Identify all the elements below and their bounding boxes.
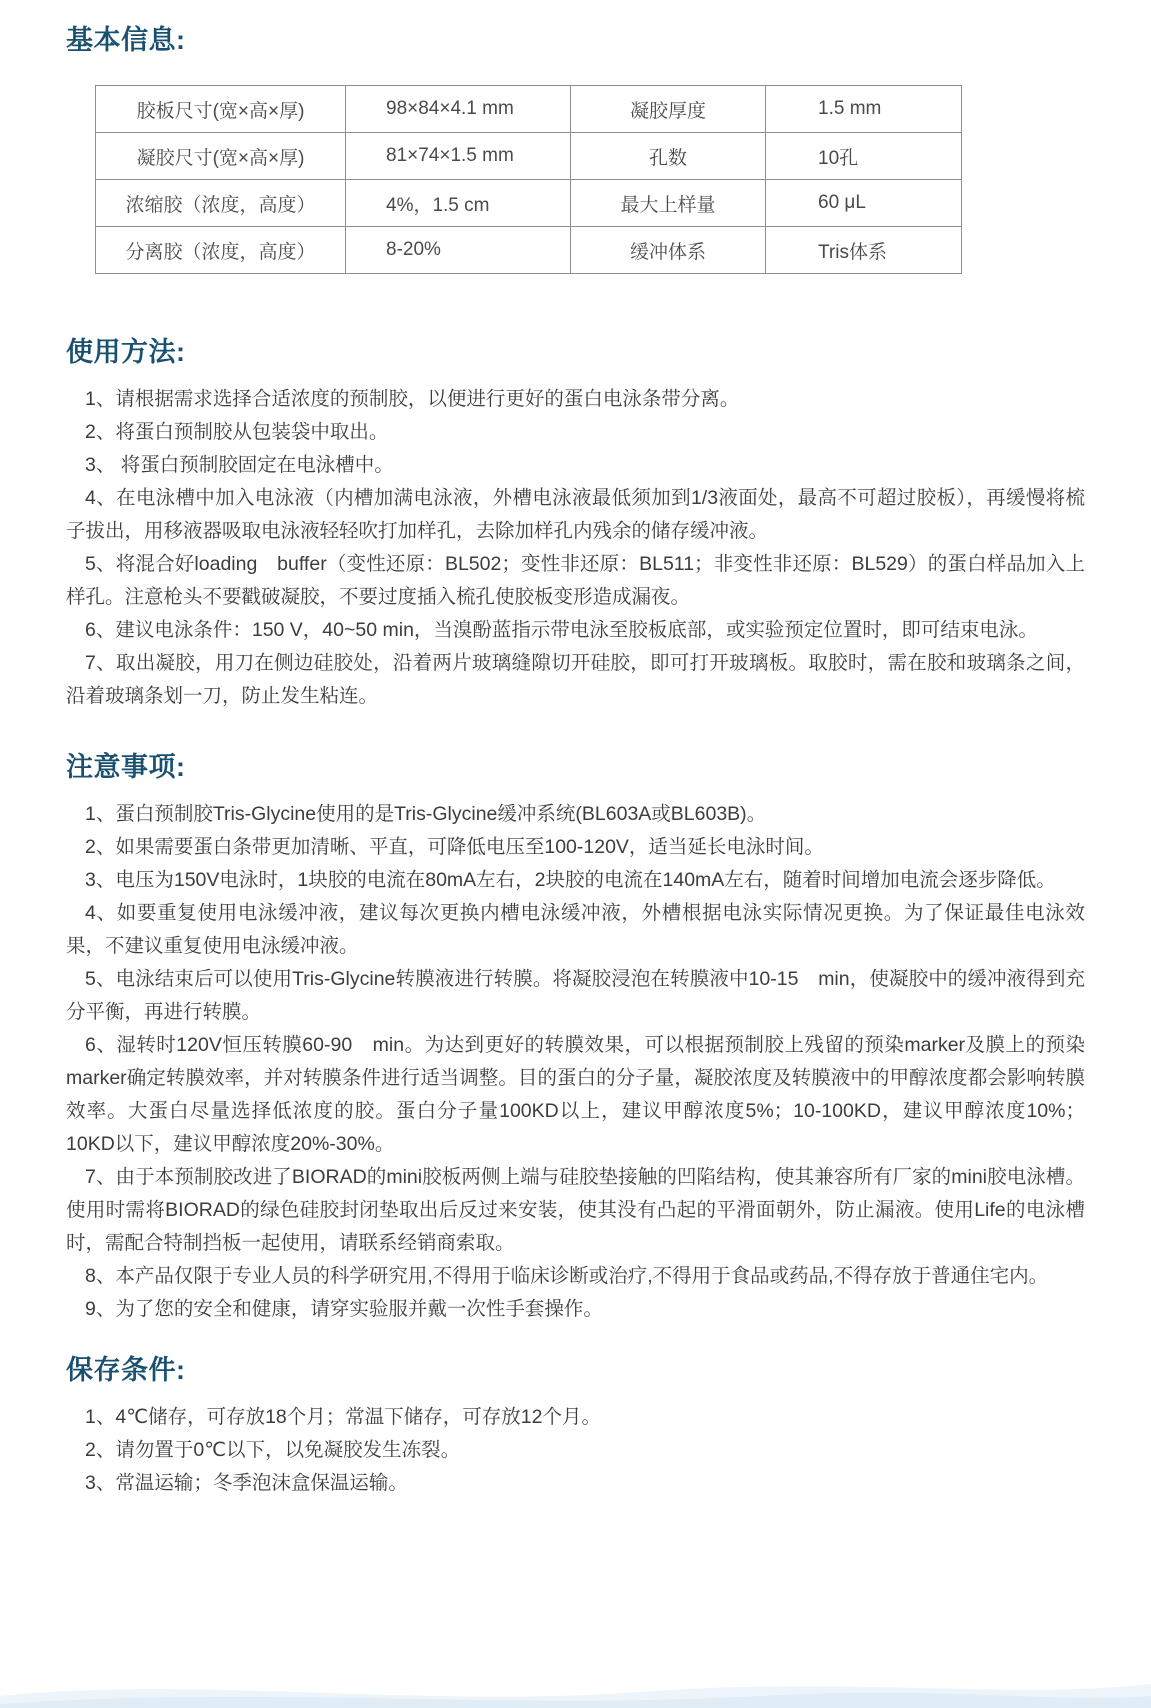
list-item: 3、电压为150V电泳时，1块胶的电流在80mA左右，2块胶的电流在140mA左右，随着时间增加电流会逐步降低。 bbox=[85, 869, 1056, 891]
list-item: 1、蛋白预制胶Tris-Glycine使用的是Tris-Glycine缓冲系统(BL603A或BL603B)。 bbox=[85, 803, 767, 825]
section-notes bbox=[66, 749, 1085, 1326]
table-cell-value: 98×84×4.1 mm bbox=[346, 86, 571, 133]
section-title-usage: 使用方法: bbox=[66, 337, 186, 367]
list-item: 2、将蛋白预制胶从包装袋中取出。 bbox=[85, 421, 389, 443]
table-cell-label: 凝胶尺寸(宽×高×厚) bbox=[96, 133, 346, 180]
basic-info-table bbox=[95, 85, 962, 274]
table-cell-label: 胶板尺寸(宽×高×厚) bbox=[96, 86, 346, 133]
table-row bbox=[96, 86, 962, 133]
list-item: 7、取出凝胶，用刀在侧边硅胶处，沿着两片玻璃缝隙切开硅胶，即可打开玻璃板。取胶时，需在胶和玻璃条之间，沿着玻璃条划一刀，防止发生粘连。 bbox=[66, 652, 1085, 707]
list-item: 5、电泳结束后可以使用Tris-Glycine转膜液进行转膜。将凝胶浸泡在转膜液中10-15 min，使凝胶中的缓冲液得到充分平衡，再进行转膜。 bbox=[66, 968, 1085, 1023]
table-row bbox=[96, 227, 962, 274]
table-cell-label: 孔数 bbox=[571, 133, 766, 180]
table-cell-value: 10孔 bbox=[766, 133, 962, 180]
table-cell-label: 缓冲体系 bbox=[571, 227, 766, 274]
list-item: 3、 将蛋白预制胶固定在电泳槽中。 bbox=[85, 454, 394, 476]
table-cell-label: 分离胶（浓度，高度） bbox=[96, 227, 346, 274]
list-item: 5、将混合好loading buffer（变性还原：BL502；变性非还原：BL511；非变性非还原：BL529）的蛋白样品加入上样孔。注意枪头不要戳破凝胶，不要过度插入梳孔使胶板变形造成漏夜。 bbox=[66, 553, 1085, 608]
list-item: 1、请根据需求选择合适浓度的预制胶，以便进行更好的蛋白电泳条带分离。 bbox=[85, 388, 740, 410]
list-item: 9、为了您的安全和健康，请穿实验服并戴一次性手套操作。 bbox=[85, 1298, 603, 1320]
table-cell-label: 浓缩胶（浓度，高度） bbox=[96, 180, 346, 227]
table-row bbox=[96, 133, 962, 180]
table-cell-value: 60 μL bbox=[766, 180, 962, 227]
section-basic-info bbox=[66, 22, 1085, 274]
notes-list bbox=[66, 798, 1085, 1326]
table-row bbox=[96, 180, 962, 227]
list-item: 8、本产品仅限于专业人员的科学研究用,不得用于临床诊断或治疗,不得用于食品或药品,不得存放于普通住宅内。 bbox=[85, 1265, 1049, 1287]
table-cell-value: 4%，1.5 cm bbox=[346, 180, 571, 227]
list-item: 6、建议电泳条件：150 V，40~50 min，当溴酚蓝指示带电泳至胶板底部，或实验预定位置时，即可结束电泳。 bbox=[85, 619, 1038, 641]
table-cell-label: 凝胶厚度 bbox=[571, 86, 766, 133]
section-title-storage: 保存条件: bbox=[66, 1355, 186, 1385]
list-item: 2、请勿置于0℃以下，以免凝胶发生冻裂。 bbox=[85, 1439, 461, 1461]
table-cell-value: Tris体系 bbox=[766, 227, 962, 274]
list-item: 6、湿转时120V恒压转膜60-90 min。为达到更好的转膜效果，可以根据预制胶上残留的预染marker及膜上的预染marker确定转膜效率，并对转膜条件进行适当调整。目的蛋白的分子量，凝胶浓度及转膜液中的甲醇浓度都会影响转膜效率。大蛋白尽量选择低浓度的胶。蛋白分子量100KD以上，建议甲醇浓度5%；10-100KD，建议甲醇浓度10%；10KD以下，建议甲醇浓度20%-30%。 bbox=[66, 1034, 1085, 1155]
storage-list bbox=[66, 1401, 1085, 1500]
list-item: 1、4℃储存，可存放18个月；常温下储存，可存放12个月。 bbox=[85, 1406, 601, 1428]
table-cell-label: 最大上样量 bbox=[571, 180, 766, 227]
list-item: 4、在电泳槽中加入电泳液（内槽加满电泳液，外槽电泳液最低须加到1/3液面处，最高不可超过胶板），再缓慢将梳子拔出，用移液器吸取电泳液轻轻吹打加样孔，去除加样孔内残余的储存缓冲液。 bbox=[66, 487, 1085, 542]
section-title-basic-info: 基本信息: bbox=[66, 25, 186, 55]
table-cell-value: 81×74×1.5 mm bbox=[346, 133, 571, 180]
list-item: 4、如要重复使用电泳缓冲液，建议每次更换内槽电泳缓冲液，外槽根据电泳实际情况更换。为了保证最佳电泳效果，不建议重复使用电泳缓冲液。 bbox=[66, 902, 1085, 957]
table-cell-value: 8-20% bbox=[346, 227, 571, 274]
usage-list bbox=[66, 383, 1085, 713]
section-usage bbox=[66, 334, 1085, 713]
section-storage bbox=[66, 1352, 1085, 1500]
list-item: 7、由于本预制胶改进了BIORAD的mini胶板两侧上端与硅胶垫接触的凹陷结构，使其兼容所有厂家的mini胶电泳槽。使用时需将BIORAD的绿色硅胶封闭垫取出后反过来安装，使其没有凸起的平滑面朝外，防止漏液。使用Life的电泳槽时，需配合特制挡板一起使用，请联系经销商索取。 bbox=[66, 1166, 1085, 1254]
list-item: 3、常温运输；冬季泡沫盒保温运输。 bbox=[85, 1472, 408, 1494]
bottom-wave-decoration bbox=[0, 1666, 1151, 1708]
table-cell-value: 1.5 mm bbox=[766, 86, 962, 133]
section-title-notes: 注意事项: bbox=[66, 752, 186, 782]
list-item: 2、如果需要蛋白条带更加清晰、平直，可降低电压至100-120V，适当延长电泳时间。 bbox=[85, 836, 824, 858]
